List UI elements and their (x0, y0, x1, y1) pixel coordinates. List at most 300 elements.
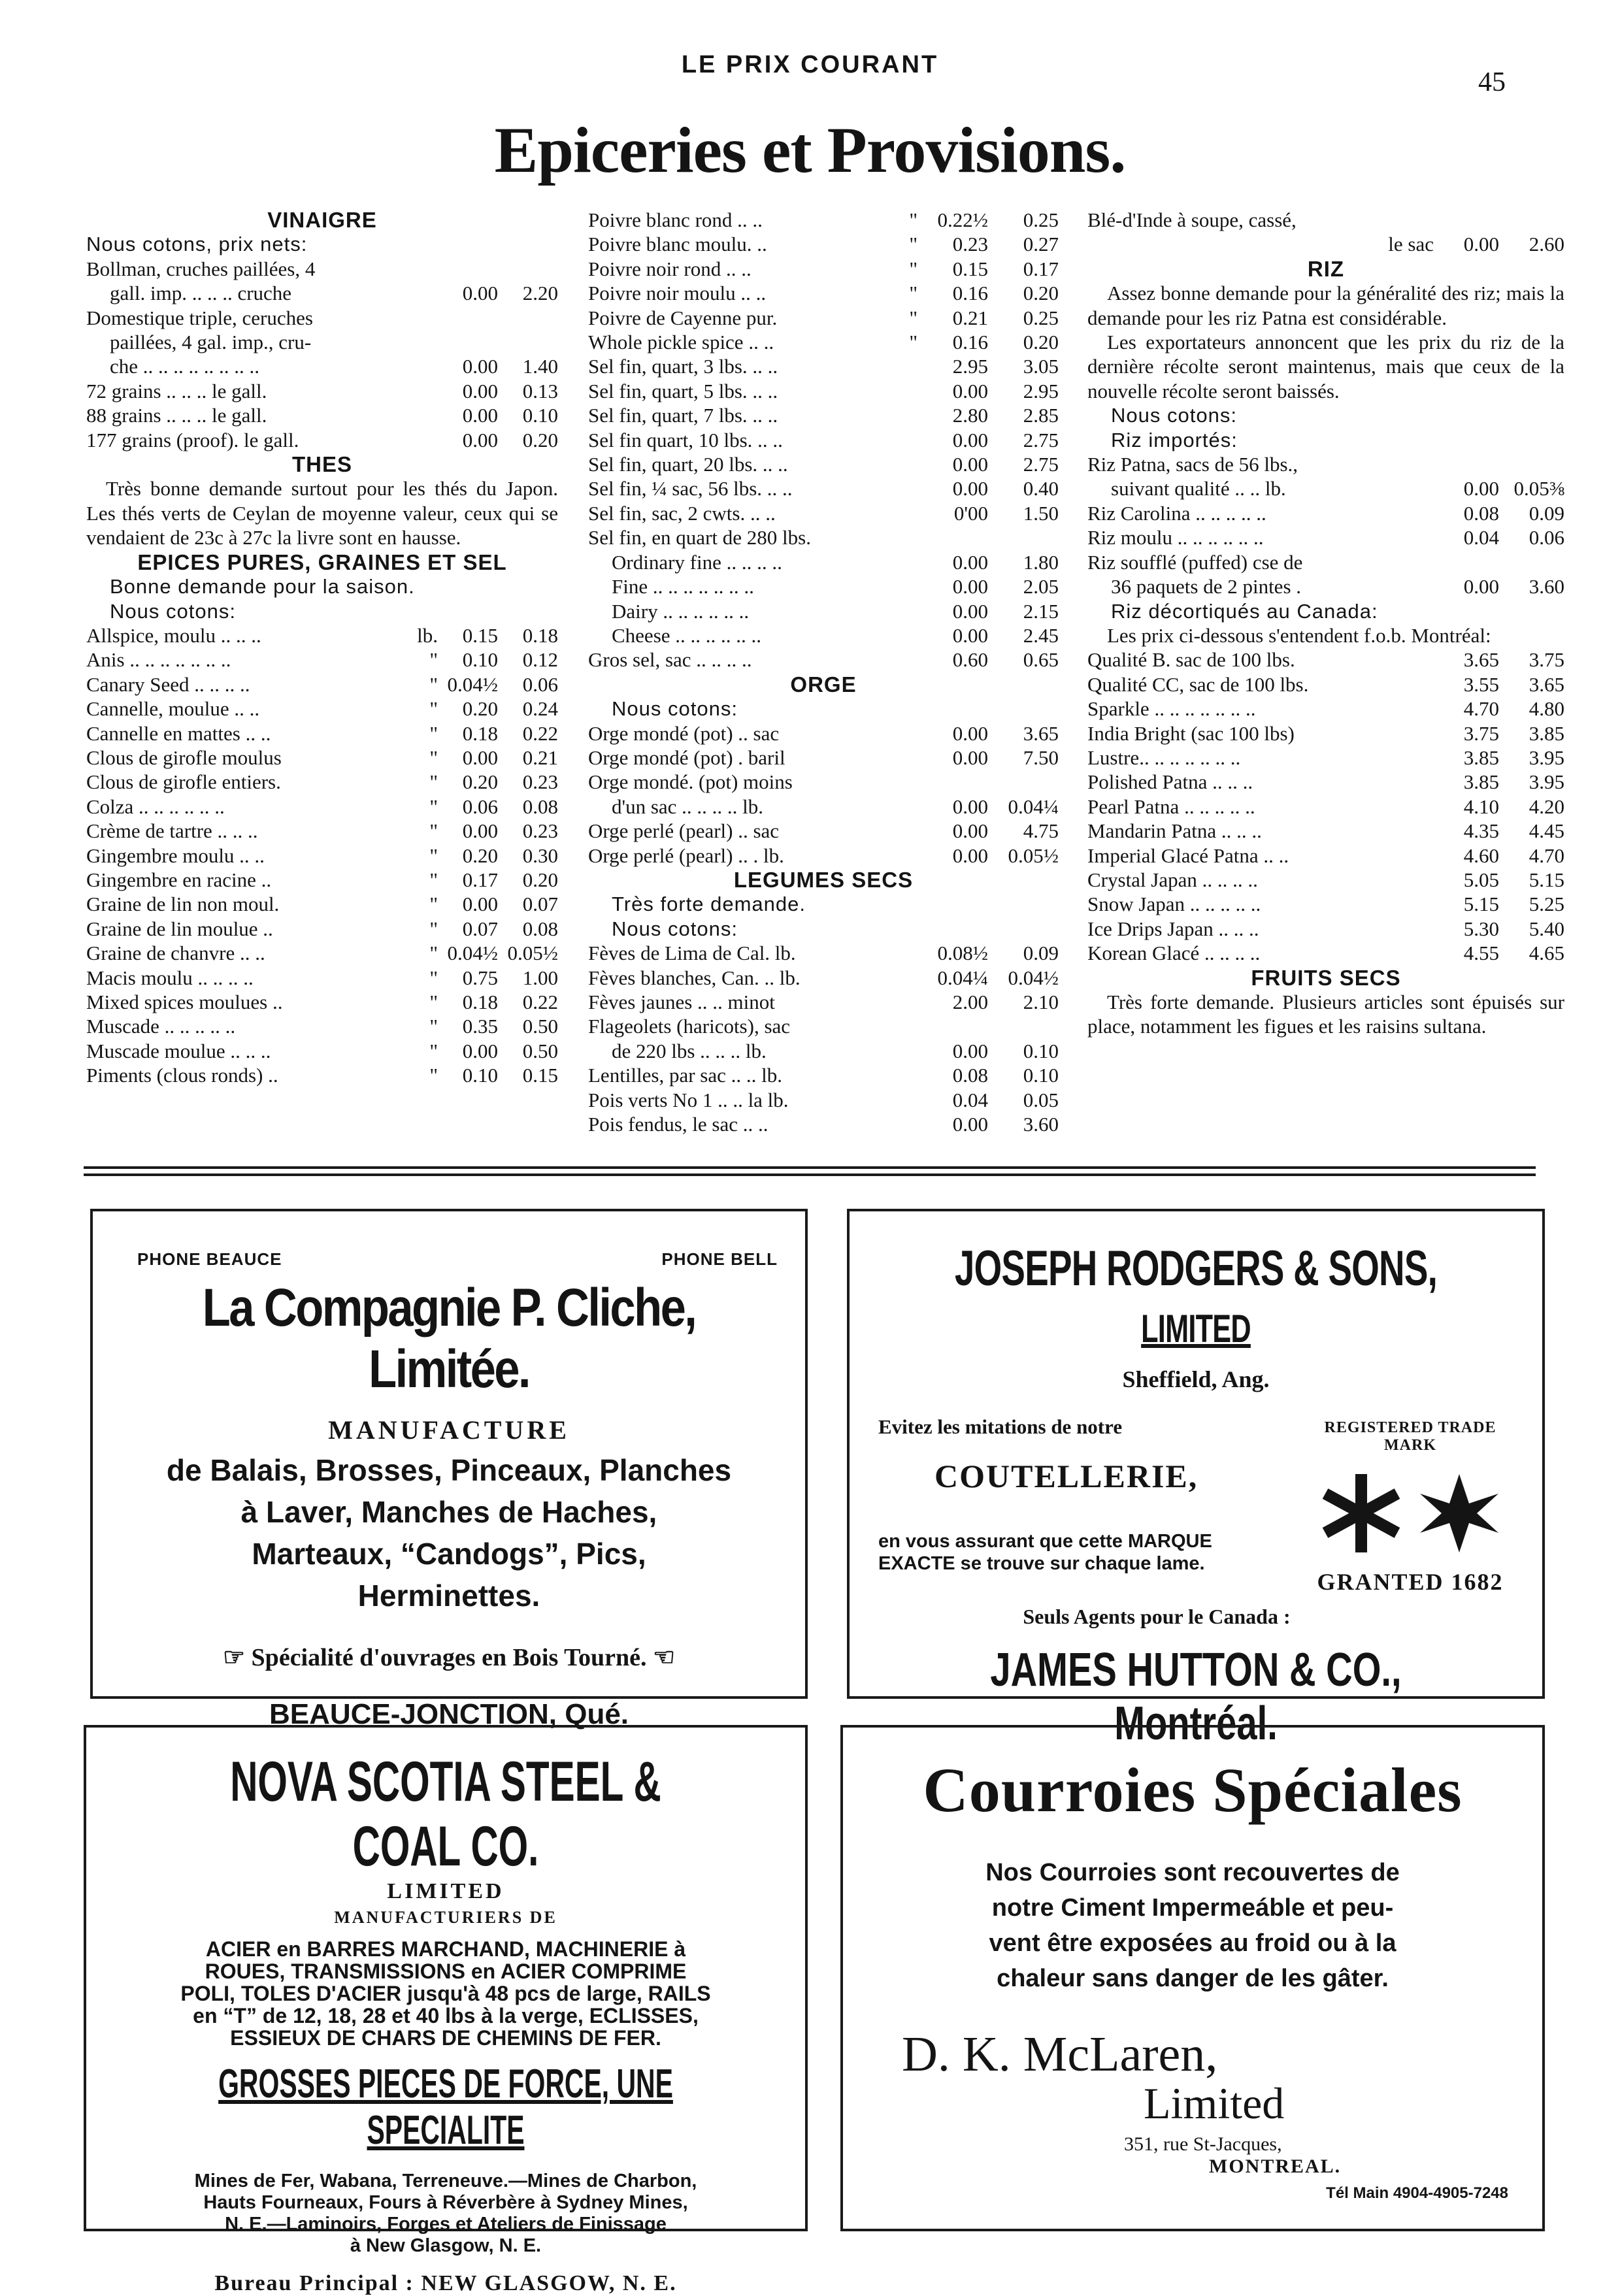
price-row (1087, 868, 1564, 892)
price-row (1087, 844, 1564, 868)
price-low: 0.00 (952, 453, 988, 476)
advert-text-line: chaleur sans danger de les gâter. (997, 1965, 1389, 1992)
price-low: 0.00 (462, 404, 498, 427)
trademark-caption-bottom: GRANTED 1682 (1317, 1569, 1504, 1595)
price-low: 0.20 (462, 770, 498, 794)
price-row (588, 452, 1059, 476)
market-comment: Les exportateurs annoncent que les prix du riz de la dernière récolte seront maintenus, mais que ceux de la nouvelle récolte seront baissés. (1087, 331, 1564, 402)
price-high: 0.30 (522, 844, 558, 867)
item-unit: " (429, 721, 438, 745)
price-high (1499, 208, 1564, 232)
price-high: 3.05 (1023, 355, 1059, 378)
price-row (86, 892, 558, 916)
price-row (1087, 941, 1564, 965)
price-row (1087, 819, 1564, 843)
price-high: 0.05 (1023, 1088, 1059, 1111)
product-line: Herminettes. (357, 1579, 540, 1613)
price-high: 2.85 (1023, 404, 1059, 427)
price-high: 0.07 (522, 893, 558, 916)
price-low: 0.10 (462, 648, 498, 672)
price-low: 0.75 (462, 966, 498, 989)
price-low: 0.00 (952, 1039, 988, 1062)
item-name: Sel fin, quart, 5 lbs. .. .. (588, 379, 778, 402)
item-name: Sel fin, sac, 2 cwts. .. .. (588, 501, 776, 525)
item-name: Sparkle .. .. .. .. .. .. .. (1087, 697, 1256, 721)
price-high: 0.04½ (1008, 966, 1059, 989)
price-row (588, 1039, 1059, 1063)
item-unit: " (909, 257, 917, 280)
price-high: 0.40 (1023, 477, 1059, 500)
item-unit: " (429, 1064, 438, 1087)
item-name: 72 grains .. .. .. le gall. (86, 379, 267, 402)
item-name: Lustre.. .. .. .. .. .. .. (1087, 746, 1241, 769)
price-high: 3.85 (1529, 721, 1564, 745)
item-unit (876, 721, 917, 746)
price-low: 4.60 (1463, 844, 1499, 867)
price-high: 2.45 (1023, 623, 1059, 647)
price-high: 4.20 (1529, 795, 1564, 818)
price-row (588, 746, 1059, 770)
company-limited: Limited (1144, 2078, 1285, 2128)
advertisement-mclaren (840, 1725, 1545, 2231)
price-row (588, 330, 1059, 354)
price-low: 2.80 (952, 404, 988, 427)
price-high: 0.13 (522, 379, 558, 402)
item-name: Poivre noir moulu .. .. (588, 282, 767, 305)
price-row (1087, 770, 1564, 794)
price-low: 3.75 (1463, 721, 1499, 745)
product-line: ROUES, TRANSMISSIONS en ACIER COMPRIME (205, 1960, 687, 1983)
item-name: India Bright (sac 100 lbs) (1087, 721, 1295, 745)
price-high: 3.60 (1529, 575, 1564, 599)
phone-beauce: PHONE BEAUCE (137, 1249, 282, 1269)
price-high: 0.20 (522, 868, 558, 891)
price-low: 0.00 (952, 477, 988, 500)
price-low: 0.00 (462, 893, 498, 916)
price-row (1087, 697, 1564, 721)
market-comment: Très bonne demande surtout pour les thés du Japon. Les thés verts de Ceylan de moyenne valeur, ceux qui se vendaient de 23c à 27c la livre sont en hausse. (86, 477, 558, 549)
company-limited: LIMITED (387, 1879, 504, 1903)
section-heading: FRUITS SECS (1251, 965, 1401, 990)
item-name: Sel fin, ¼ sac, 56 lbs. .. .. (588, 477, 793, 500)
section-subheading: Très forte demande. (612, 893, 806, 916)
price-low: 0.00 (952, 819, 988, 843)
item-unit (876, 1112, 917, 1136)
trademark (1306, 1419, 1515, 1596)
market-comment: Assez bonne demande pour la généralité des riz; mais la demande pour les riz Patna est considérable. (1087, 282, 1564, 329)
item-unit: " (429, 697, 438, 721)
item-unit: " (429, 1039, 438, 1062)
price-low: 0.00 (462, 428, 498, 451)
company-name: NOVA SCOTIA STEEL & COAL CO. (230, 1750, 661, 1878)
item-name: Muscade moulue .. .. .. (86, 1039, 271, 1062)
page-number: 45 (1478, 67, 1506, 97)
item-unit: " (429, 1015, 438, 1038)
item-unit (876, 1039, 917, 1063)
price-low: 0.15 (462, 623, 498, 647)
price-low: 3.65 (1463, 648, 1499, 672)
item-unit: " (429, 991, 438, 1013)
price-low: 0.04 (952, 1088, 988, 1111)
item-unit (876, 746, 917, 770)
price-high: 3.75 (1529, 648, 1564, 672)
price-row (588, 574, 1059, 599)
price-low: 0.00 (952, 795, 988, 818)
price-row (86, 257, 558, 281)
item-name: Lentilles, par sac .. .. lb. (588, 1064, 782, 1087)
section-subheading: Nous cotons: (612, 917, 738, 940)
section-divider-second (84, 1173, 1536, 1176)
price-row (588, 966, 1059, 990)
item-unit (876, 525, 917, 549)
item-name: Orge mondé (pot) . baril (588, 746, 785, 769)
price-low: 4.70 (1463, 697, 1499, 721)
price-low: 0.00 (462, 746, 498, 769)
price-row (588, 795, 1059, 819)
price-low: 2.95 (952, 355, 988, 378)
item-unit: " (429, 672, 438, 696)
price-high: 1.00 (522, 966, 558, 989)
price-high: 2.60 (1529, 233, 1564, 256)
price-row (588, 208, 1059, 232)
price-column-left (86, 208, 558, 1088)
price-high: 0.10 (1023, 1064, 1059, 1087)
company-location: BEAUCE-JONCTION, Qué. (269, 1698, 629, 1730)
item-name: Sel fin, en quart de 280 lbs. (588, 526, 811, 549)
item-name: le sac (1388, 233, 1434, 256)
price-high: 2.15 (1023, 599, 1059, 623)
star-cross-trademark-icon (1306, 1454, 1515, 1566)
item-name: Ordinary fine .. .. .. .. (612, 550, 782, 574)
price-row (588, 428, 1059, 452)
price-high: 1.40 (522, 355, 558, 378)
item-name: Qualité B. sac de 100 lbs. (1087, 648, 1295, 672)
price-row (588, 281, 1059, 305)
price-low: 0.15 (952, 257, 988, 280)
item-unit (876, 599, 917, 623)
price-row (588, 379, 1059, 403)
price-row (86, 966, 558, 990)
firm-name: JOSEPH RODGERS & SONS, (954, 1241, 1438, 1296)
item-name: Riz Patna, sacs de 56 lbs., (1087, 453, 1298, 476)
product-line: à Laver, Manches de Haches, (240, 1495, 657, 1529)
item-name: Poivre blanc moulu. .. (588, 233, 767, 256)
price-low: 0.04 (1463, 526, 1499, 549)
head-office: Bureau Principal : NEW GLASGOW, N. E. (214, 2271, 677, 2295)
item-name: Mandarin Patna .. .. .. (1087, 819, 1262, 843)
price-row (588, 648, 1059, 672)
price-row (588, 403, 1059, 427)
item-unit: " (429, 893, 438, 916)
item-name: Korean Glacé .. .. .. .. (1087, 942, 1261, 965)
price-high: 0.05½ (1008, 844, 1059, 867)
price-high: 4.45 (1529, 819, 1564, 843)
running-title: LE PRIX COURANT (681, 51, 939, 78)
item-name: 36 paquets de 2 pintes . (1111, 575, 1302, 599)
price-row (86, 1014, 558, 1038)
price-low (438, 330, 498, 354)
item-unit: " (429, 917, 438, 940)
price-low: 0.00 (952, 428, 988, 451)
price-high: 1.80 (1023, 550, 1059, 574)
price-high: 7.50 (1023, 746, 1059, 769)
item-name: Pearl Patna .. .. .. .. .. (1087, 795, 1255, 818)
price-row (588, 232, 1059, 256)
price-low: 0.23 (952, 233, 988, 256)
price-row (86, 281, 558, 305)
price-low: 0.00 (1463, 575, 1499, 599)
item-name: Bollman, cruches paillées, 4 (86, 257, 316, 280)
item-unit: " (909, 208, 917, 231)
price-high: 0.25 (1023, 306, 1059, 329)
price-low: 3.85 (1463, 746, 1499, 769)
price-row (86, 990, 558, 1014)
price-low (917, 525, 988, 549)
item-name: Gingembre moulu .. .. (86, 844, 265, 867)
price-low: 0.00 (1463, 233, 1499, 256)
price-low: 0.06 (462, 795, 498, 818)
item-name: Canary Seed .. .. .. .. (86, 672, 250, 696)
price-high: 2.75 (1023, 428, 1059, 451)
item-unit (876, 428, 917, 452)
item-unit: " (429, 844, 438, 867)
price-high: 4.75 (1023, 819, 1059, 843)
price-low: 3.55 (1463, 672, 1499, 696)
price-high (988, 525, 1059, 549)
price-row (588, 550, 1059, 574)
speciality-headline: GROSSES PIECES DE FORCE, UNE SPECIALITE (218, 2061, 673, 2153)
item-unit (876, 795, 917, 819)
advert-body (850, 1409, 1542, 1598)
advertisement-rodgers (847, 1209, 1545, 1750)
price-low: 0.17 (462, 868, 498, 891)
price-low: 4.55 (1463, 942, 1499, 965)
price-low: 4.35 (1463, 819, 1499, 843)
item-name: Polished Patna .. .. .. (1087, 770, 1253, 794)
item-name: Mixed spices moulues .. (86, 991, 283, 1013)
price-low: 0'00 (953, 501, 988, 525)
price-row (86, 330, 558, 354)
price-low: 0.00 (952, 599, 988, 623)
price-row (86, 917, 558, 941)
price-high: 0.18 (522, 623, 558, 647)
item-name: Snow Japan .. .. .. .. .. (1087, 893, 1261, 916)
price-high: 0.23 (522, 770, 558, 794)
phone-bell: PHONE BELL (661, 1249, 778, 1269)
item-name: Orge perlé (pearl) .. . lb. (588, 844, 784, 867)
item-name: Graine de chanvre .. .. (86, 942, 265, 965)
advert-text-line: Nos Courroies sont recouvertes de (985, 1859, 1400, 1886)
advertisement-cliche (90, 1209, 808, 1730)
product-line: ESSIEUX DE CHARS DE CHEMINS DE FER. (230, 2026, 661, 2050)
price-high: 0.65 (1023, 648, 1059, 672)
price-low: 0.00 (952, 379, 988, 402)
price-row (588, 1088, 1059, 1112)
item-unit (876, 623, 917, 648)
item-name: Macis moulu .. .. .. .. (86, 966, 254, 989)
price-high: 0.06 (522, 672, 558, 696)
price-high: 0.21 (522, 746, 558, 769)
price-row (1087, 746, 1564, 770)
price-row (588, 306, 1059, 330)
price-low (438, 257, 498, 281)
firm-limited: LIMITED (1141, 1307, 1251, 1351)
price-row (588, 1112, 1059, 1136)
price-high: 2.95 (1023, 379, 1059, 402)
price-row (1087, 232, 1564, 256)
speciality-line (93, 1643, 805, 1672)
price-row (86, 721, 558, 746)
agent-name: JAMES HUTTON & CO., Montréal. (990, 1644, 1402, 1750)
item-unit (876, 819, 917, 843)
item-name: de 220 lbs .. .. .. lb. (612, 1039, 767, 1062)
item-name: Clous de girofle moulus (86, 746, 282, 769)
price-row (86, 697, 558, 721)
item-name: Imperial Glacé Patna .. .. (1087, 844, 1289, 867)
price-low: 0.00 (952, 623, 988, 647)
price-high: 0.22 (522, 721, 558, 745)
price-high: 3.95 (1529, 770, 1564, 794)
item-name: Poivre de Cayenne pur. (588, 306, 778, 329)
item-unit: " (429, 819, 438, 843)
price-low: 0.00 (462, 379, 498, 402)
item-name: Cannelle en mattes .. .. (86, 721, 271, 745)
price-high: 0.20 (1023, 282, 1059, 305)
price-high: 3.65 (1023, 721, 1059, 745)
item-unit: lb. (417, 623, 438, 647)
price-low: 0.00 (952, 550, 988, 574)
price-row (86, 941, 558, 965)
product-line: Marteaux, “Candogs”, Pics, (252, 1537, 646, 1571)
item-unit (876, 990, 917, 1014)
price-row (86, 819, 558, 843)
price-low: 3.85 (1463, 770, 1499, 794)
item-name: Pois verts No 1 .. .. la lb. (588, 1088, 789, 1111)
item-unit (876, 452, 917, 476)
price-row (1087, 476, 1564, 500)
product-line: ACIER en BARRES MARCHAND, MACHINERIE à (205, 1937, 686, 1961)
item-name: Fine .. .. .. .. .. .. .. (612, 575, 754, 599)
item-unit (876, 844, 917, 868)
price-high: 0.06 (1529, 526, 1564, 549)
advert-text-line: notre Ciment Impermeáble et peu- (991, 1894, 1394, 1922)
price-row (588, 770, 1059, 794)
price-low (1434, 452, 1499, 476)
price-row (1087, 452, 1564, 476)
advert-headline: COUTELLERIE, (934, 1458, 1198, 1494)
price-row (86, 623, 558, 648)
mines-list (86, 2171, 805, 2257)
price-high: 5.40 (1529, 917, 1564, 940)
price-row (86, 795, 558, 819)
price-low: 0.16 (952, 331, 988, 354)
price-high: 2.20 (522, 282, 558, 305)
item-unit: " (429, 648, 438, 672)
item-name: Poivre blanc rond .. .. (588, 208, 763, 231)
item-name: 88 grains .. .. .. le gall. (86, 404, 267, 427)
price-low: 0.00 (952, 844, 988, 867)
price-row (1087, 672, 1564, 697)
price-row (588, 941, 1059, 965)
advert-note-line: en vous assurant que cette MARQUE (878, 1531, 1212, 1552)
item-name: Fèves jaunes .. .. minot (588, 991, 775, 1013)
item-name: Gingembre en racine .. (86, 868, 272, 891)
price-low: 0.10 (462, 1064, 498, 1087)
price-high (1499, 550, 1564, 574)
price-low: 0.00 (952, 1113, 988, 1136)
item-name: Cannelle, moulue .. .. (86, 697, 260, 721)
speciality-text: Spécialité d'ouvrages en Bois Tourné. (251, 1644, 647, 1671)
price-row (588, 990, 1059, 1014)
price-row (588, 476, 1059, 500)
price-low: 0.00 (952, 721, 988, 745)
price-low: 0.04½ (447, 942, 498, 965)
mines-line: Mines de Fer, Wabana, Terreneuve.—Mines de Charbon, (194, 2171, 697, 2191)
price-row (588, 819, 1059, 843)
item-unit: " (429, 966, 438, 989)
agents-label: Seuls Agents pour le Canada : (1023, 1605, 1291, 1628)
item-unit: " (429, 868, 438, 891)
price-low: 0.20 (462, 697, 498, 721)
price-low: 4.10 (1463, 795, 1499, 818)
price-low: 0.60 (952, 648, 988, 672)
price-high: 0.24 (522, 697, 558, 721)
item-name: Pois fendus, le sac .. .. (588, 1113, 769, 1136)
price-low (1434, 208, 1499, 232)
product-line: en “T” de 12, 18, 28 et 40 lbs à la verge, ECLISSES, (193, 2004, 699, 2027)
price-low: 0.08 (1463, 501, 1499, 525)
price-row (1087, 795, 1564, 819)
price-low (438, 306, 498, 330)
section-subheading: Nous cotons, prix nets: (86, 233, 308, 256)
section-divider (84, 1166, 1536, 1169)
item-unit (876, 770, 917, 794)
price-row (86, 648, 558, 672)
section-subheading: Nous cotons: (1111, 404, 1237, 427)
price-column-right (1087, 208, 1564, 1039)
price-high: 0.22 (522, 991, 558, 1013)
item-name: Riz moulu .. .. .. .. .. .. (1087, 526, 1264, 549)
price-low: 0.20 (462, 844, 498, 867)
item-unit (876, 648, 917, 672)
item-name: Anis .. .. .. .. .. .. .. (86, 648, 231, 672)
price-low: 0.21 (952, 306, 988, 329)
item-name: Orge mondé. (pot) moins (588, 770, 793, 794)
section-subheading: Nous cotons: (110, 599, 236, 623)
advert-headline: Courroies Spéciales (923, 1755, 1463, 1825)
item-unit: " (429, 770, 438, 794)
price-high: 0.08 (522, 795, 558, 818)
market-comment: Très forte demande. Plusieurs articles sont épuisés sur place, notamment les figues et les raisins sultana. (1087, 991, 1564, 1038)
pointing-hand-left-icon: ☜ (652, 1644, 676, 1671)
company-city: MONTREAL. (1209, 2156, 1342, 2177)
phone-line (93, 1211, 805, 1270)
company-name (946, 1240, 1445, 1354)
price-row (86, 306, 558, 330)
pointing-hand-icon: ☞ (222, 1644, 246, 1671)
section-subheading: Riz importés: (1111, 428, 1238, 451)
price-high: 0.05½ (507, 942, 558, 965)
item-name: d'un sac .. .. .. .. lb. (612, 795, 764, 818)
manufacture-label: MANUFACTURE (328, 1415, 570, 1445)
price-row (86, 770, 558, 794)
price-row (1087, 721, 1564, 746)
price-high: 3.65 (1529, 672, 1564, 696)
price-row (86, 672, 558, 697)
price-row (86, 354, 558, 378)
item-name: Colza .. .. .. .. .. .. (86, 795, 225, 818)
section-heading: THES (291, 452, 352, 477)
